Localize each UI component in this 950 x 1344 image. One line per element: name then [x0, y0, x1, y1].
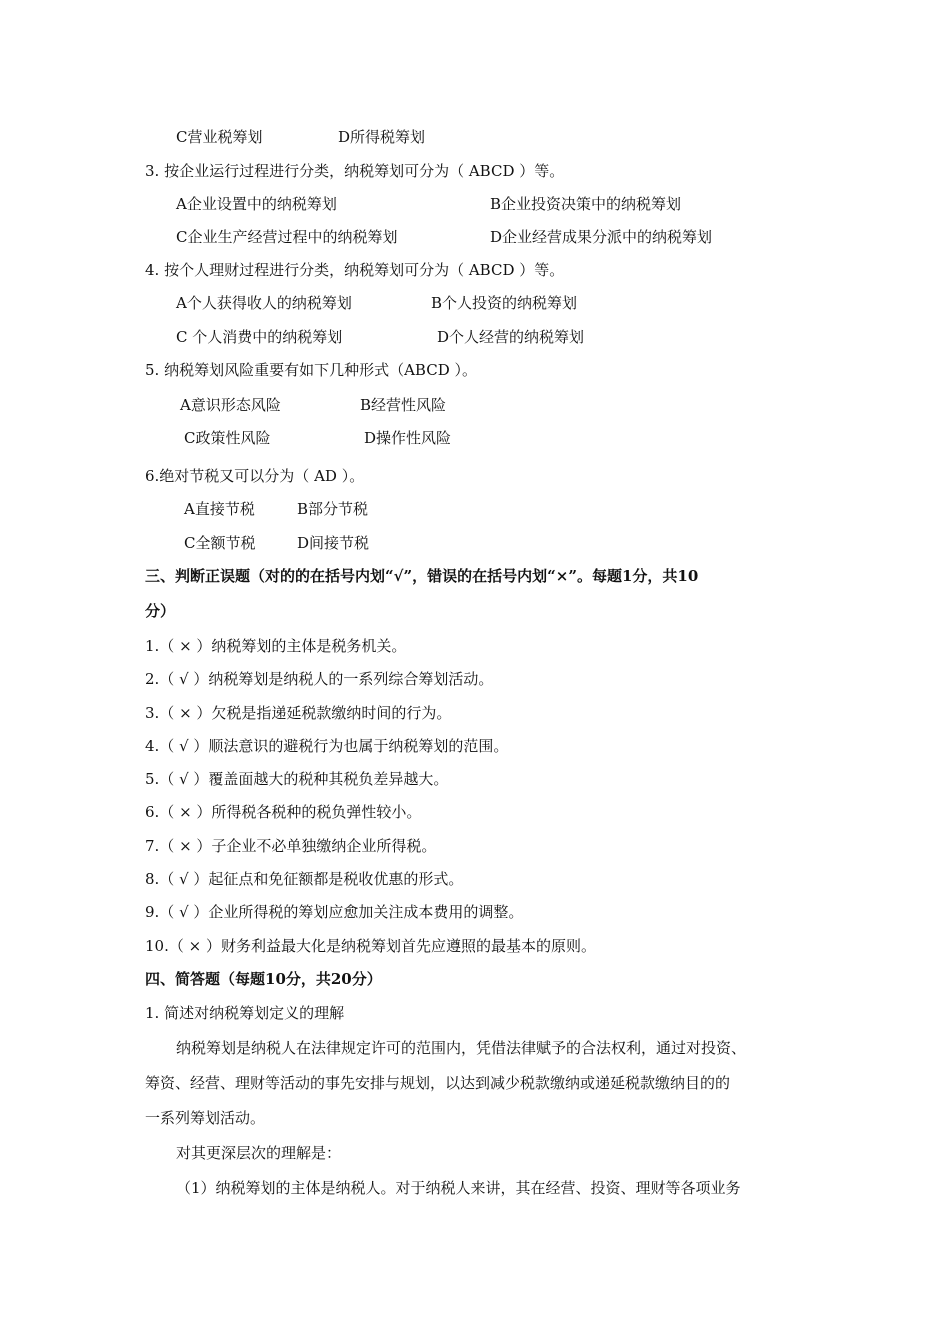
tf-item-8: 8.（ √ ）起征点和免征额都是税收优惠的形式。 [145, 870, 464, 888]
q3-option-a: A企业设置中的纳税筹划 [176, 195, 337, 213]
tf-item-9: 9.（ √ ）企业所得税的筹划应愈加关注成本费用的调整。 [145, 903, 524, 921]
tf-item-4: 4.（ √ ）顺法意识的避税行为也属于纳税筹划的范围。 [145, 737, 509, 755]
answer-paragraph-line-1: 纳税筹划是纳税人在法律规定许可的范围内，凭借法律赋予的合法权利，通过对投资、 [176, 1039, 747, 1057]
q4-option-c: C 个人消费中的纳税筹划 [176, 328, 343, 346]
tf-item-3: 3.（ × ）欠税是指递延税款缴纳时间的行为。 [145, 704, 452, 722]
tf-item-5: 5.（ √ ）覆盖面越大的税种其税负差异越大。 [145, 770, 449, 788]
tf-item-6: 6.（ × ）所得税各税种的税负弹性较小。 [145, 803, 422, 821]
tf-item-7: 7.（ × ）子企业不必单独缴纳企业所得税。 [145, 837, 437, 855]
q3-option-b: B企业投资决策中的纳税筹划 [490, 195, 682, 213]
answer-paragraph-line-2: 筹资、经营、理财等活动的事先安排与规划，以达到减少税款缴纳或递延税款缴纳目的的 [145, 1074, 731, 1092]
section-3-heading-cont: 分） [145, 602, 176, 620]
q4-option-b: B个人投资的纳税筹划 [431, 294, 578, 312]
q3-option-d: D企业经营成果分派中的纳税筹划 [490, 228, 713, 246]
q6-option-c: C全额节税 [184, 534, 256, 552]
q5-option-b: B经营性风险 [360, 396, 447, 414]
point-1: （1）纳税筹划的主体是纳税人。对于纳税人来讲，其在经营、投资、理财等各项业务 [176, 1179, 741, 1197]
option-d-income-tax: D所得税筹划 [338, 128, 426, 146]
question-6: 6.绝对节税又可以分为（ AD ）。 [145, 467, 365, 485]
q5-option-c: C政策性风险 [184, 429, 271, 447]
answer-paragraph-line-3: 一系列筹划活动。 [145, 1109, 266, 1127]
deeper-understanding-intro: 对其更深层次的理解是： [176, 1144, 342, 1162]
option-c-business-tax: C营业税筹划 [176, 128, 263, 146]
section-4-heading: 四、简答题（每题10分，共20分） [145, 970, 382, 988]
tf-item-2: 2.（ √ ）纳税筹划是纳税人的一系列综合筹划活动。 [145, 670, 494, 688]
question-4: 4. 按个人理财过程进行分类，纳税筹划可分为（ ABCD ）等。 [145, 261, 565, 279]
tf-item-1: 1.（ × ）纳税筹划的主体是税务机关。 [145, 637, 407, 655]
q5-option-d: D操作性风险 [364, 429, 452, 447]
q6-option-b: B部分节税 [297, 500, 369, 518]
q3-option-c: C企业生产经营过程中的纳税筹划 [176, 228, 398, 246]
q6-option-a: A直接节税 [184, 500, 255, 518]
question-3: 3. 按企业运行过程进行分类，纳税筹划可分为（ ABCD ）等。 [145, 162, 565, 180]
short-answer-1-title: 1. 简述对纳税筹划定义的理解 [145, 1004, 345, 1022]
q6-option-d: D间接节税 [297, 534, 370, 552]
q4-option-a: A个人获得收人的纳税筹划 [176, 294, 352, 312]
section-3-heading: 三、判断正误题（对的的在括号内划“√”，错误的在括号内划“×”。每题1分，共10 [145, 567, 699, 585]
q4-option-d: D个人经营的纳税筹划 [437, 328, 585, 346]
tf-item-10: 10.（ × ）财务利益最大化是纳税筹划首先应遵照的最基本的原则。 [145, 937, 596, 955]
q5-option-a: A意识形态风险 [180, 396, 281, 414]
question-5: 5. 纳税筹划风险重要有如下几种形式（ABCD ）。 [145, 361, 477, 379]
